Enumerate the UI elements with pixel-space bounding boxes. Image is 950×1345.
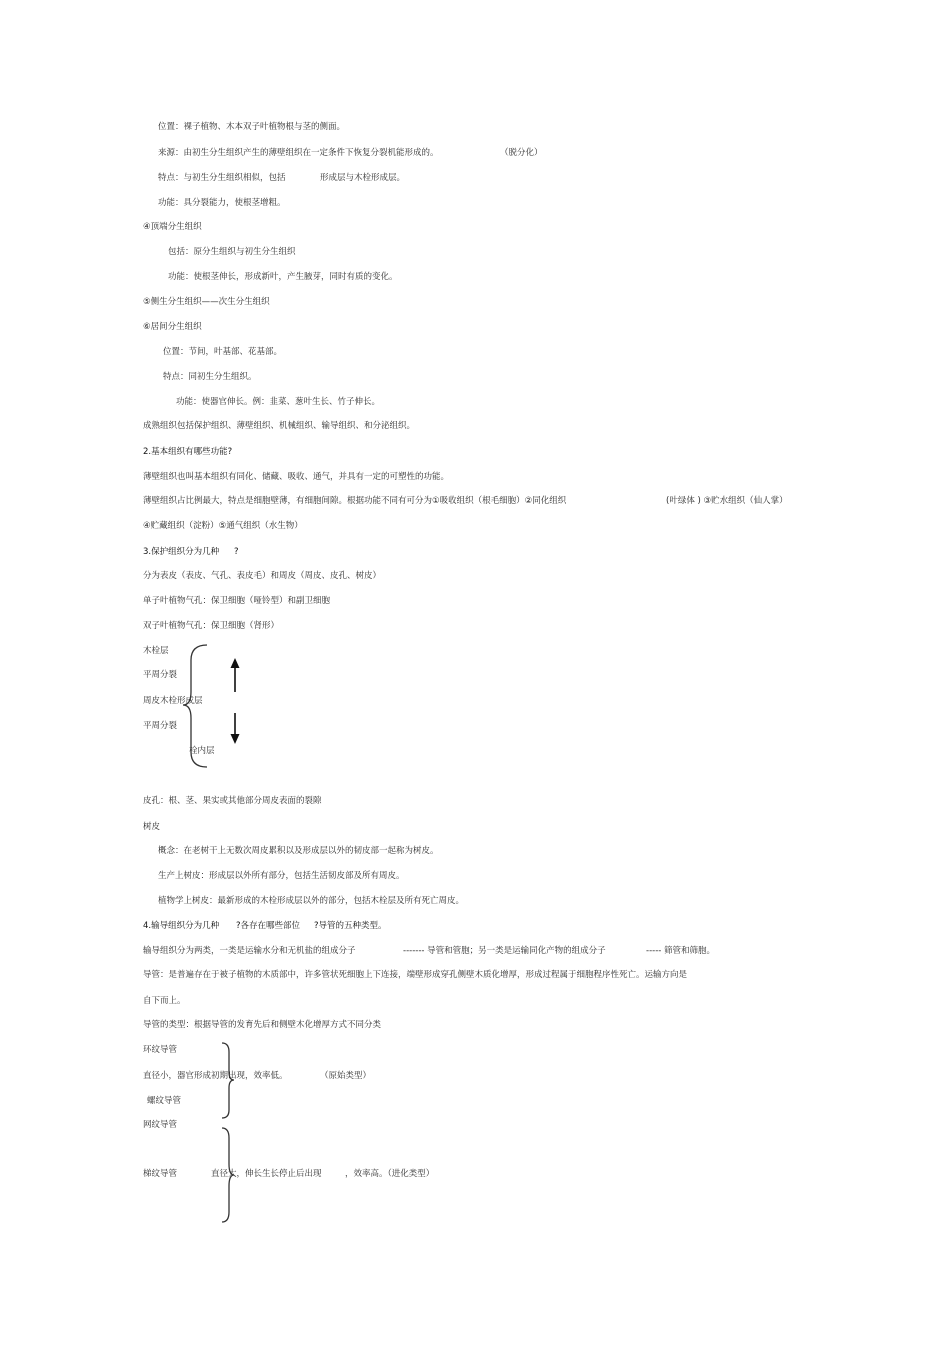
text-line: 生产上树皮：形成层以外所有部分，包括生活韧皮部及所有周皮。 bbox=[158, 871, 405, 881]
text-line: 位置：节间，叶基部、花基部。 bbox=[163, 347, 283, 357]
diagram-label: 周皮木栓形成层 bbox=[143, 696, 203, 706]
text-line: 单子叶植物气孔：保卫细胞（哑铃型）和副卫细胞 bbox=[143, 596, 331, 606]
diagram-label: 木栓层 bbox=[143, 646, 169, 656]
question-heading: 3.保护组织分为几种 bbox=[143, 547, 220, 557]
primitive-vessel-brace bbox=[222, 1043, 234, 1118]
text-line: 薄壁组织也叫基本组织有同化、储藏、吸收、通气，并具有一定的可塑性的功能。 bbox=[143, 472, 450, 482]
text-line: 成熟组织包括保护组织、薄壁组织、机械组织、输导组织、和分泌组织。 bbox=[143, 421, 416, 431]
diagram-label: 平周分裂 bbox=[143, 721, 178, 731]
vessel-type: 环纹导管 bbox=[143, 1045, 178, 1055]
text-line: 包括：原分生组织与初生分生组织 bbox=[168, 247, 296, 257]
text-line: 输导组织分为两类，一类是运输水分和无机盐的组成分子 bbox=[143, 946, 356, 956]
periderm-brace bbox=[183, 645, 207, 767]
question-heading: ? bbox=[234, 547, 239, 557]
text-line: 位置：裸子植物、木本双子叶植物根与茎的侧面。 bbox=[158, 122, 346, 132]
text-line: 导管的类型：根据导管的发育先后和侧壁木化增厚方式不同分类 bbox=[143, 1020, 382, 1030]
text-line: 双子叶植物气孔：保卫细胞（肾形） bbox=[143, 621, 280, 631]
text-line: 直径小，器官形成初期出现，效率低。 bbox=[143, 1071, 288, 1081]
text-line: ------- 导管和管胞；另一类是运输同化产物的组成分子 bbox=[403, 946, 606, 956]
text-line: 特点：与初生分生组织相似，包括 bbox=[158, 173, 286, 183]
text-line: 形成层与木栓形成层。 bbox=[320, 173, 406, 183]
text-line: ④顶端分生组织 bbox=[143, 222, 202, 232]
text-line: 功能：使器官伸长。例：韭菜、葱叶生长、竹子伸长。 bbox=[176, 397, 381, 407]
text-line: （脱分化） bbox=[500, 148, 543, 158]
text-line: 植物学上树皮：最新形成的木栓形成层以外的部分，包括木栓层及所有死亡周皮。 bbox=[158, 896, 465, 906]
text-line: ----- 筛管和筛胞。 bbox=[646, 946, 716, 956]
text-line: ⑤侧生分生组织——次生分生组织 bbox=[143, 297, 270, 307]
text-line: 树皮 bbox=[143, 822, 161, 832]
text-line: 自下而上。 bbox=[143, 996, 186, 1006]
text-line: （原始类型） bbox=[320, 1071, 372, 1081]
diagram-label: 平周分裂 bbox=[143, 670, 178, 680]
question-heading: ?导管的五种类型。 bbox=[314, 921, 387, 931]
advanced-vessel-brace bbox=[222, 1128, 234, 1222]
text-line: ④贮藏组织（淀粉）⑤通气组织（水生物） bbox=[143, 521, 303, 531]
arrow-up-icon bbox=[231, 658, 240, 692]
question-heading: 2.基本组织有哪些功能? bbox=[143, 447, 233, 457]
text-line: 特点：同初生分生组织。 bbox=[163, 372, 257, 382]
text-line: 功能：使根茎伸长，形成新叶，产生腋芽，同时有质的变化。 bbox=[168, 272, 398, 282]
vessel-type: 网纹导管 bbox=[143, 1120, 178, 1130]
arrow-down-icon bbox=[231, 713, 240, 744]
text-line: 导管：是普遍存在于被子植物的木质部中，许多管状死细胞上下连接，端壁形成穿孔侧壁木质化增厚，形成过程属于细胞程序性死亡。运输方向是 bbox=[143, 970, 688, 980]
text-line: 分为表皮（表皮、气孔、表皮毛）和周皮（周皮、皮孔、树皮） bbox=[143, 571, 382, 581]
text-line: 概念：在老树干上无数次周皮累积以及形成层以外的韧皮部一起称为树皮。 bbox=[158, 846, 439, 856]
diagram-label: 栓内层 bbox=[189, 746, 215, 756]
question-heading: 4.输导组织分为几种 bbox=[143, 921, 220, 931]
text-line: 直径大，伸长生长停止后出现 bbox=[211, 1169, 322, 1179]
vessel-type: 梯纹导管 bbox=[143, 1169, 178, 1179]
text-line: (叶绿体 ) ③贮水组织（仙人掌） bbox=[666, 496, 788, 506]
vessel-type: 螺纹导管 bbox=[147, 1096, 182, 1106]
text-line: ⑥居间分生组织 bbox=[143, 322, 202, 332]
text-line: 皮孔：根、茎、果实或其他部分周皮表面的裂隙 bbox=[143, 796, 322, 806]
text-line: 来源：由初生分生组织产生的薄壁组织在一定条件下恢复分裂机能形成的。 bbox=[158, 148, 439, 158]
text-line: 功能：具分裂能力，使根茎增粗。 bbox=[158, 198, 286, 208]
text-line: ，效率高。（进化类型） bbox=[345, 1169, 435, 1179]
text-line: 薄壁组织占比例最大，特点是细胞壁薄，有细胞间隙。根据功能不同有可分为①吸收组织（根毛细胞）②同化组织 bbox=[143, 496, 567, 506]
question-heading: ?各存在哪些部位 bbox=[236, 921, 301, 931]
